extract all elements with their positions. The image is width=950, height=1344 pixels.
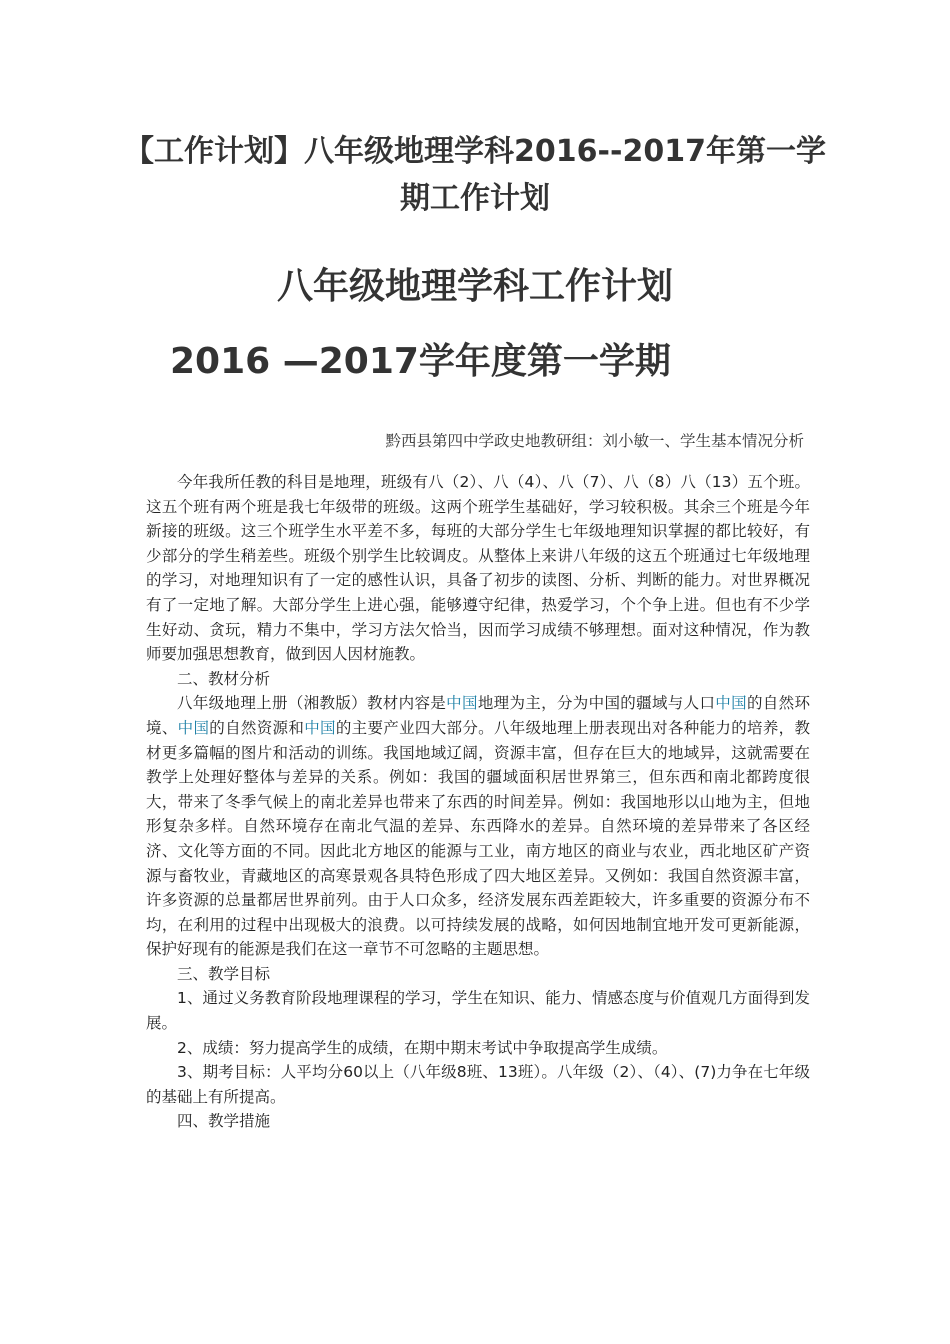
plan-sub-title: 2016 —2017学年度第一学期: [170, 341, 671, 382]
students-analysis-paragraph: 今年我所任教的科目是地理，班级有八（2）、八（4）、八（7）、八（8）八（13）五个班。这五个班有两个班是我七年级带的班级。这两个班学生基础好，学习较积极。其余三个班是今年新接的班级。这三个班学生水平差不多，每班的大部分学生七年级地理知识掌握的都比较好，有少部分的学生稍差些。班级个别学生比较调皮。从整体上来讲八年级的这五个班通过七年级地理的学习，对地理知识有了一定的感性认识，具备了初步的读图、分析、判断的能力。对世界概况有了一定地了解。大部分学生上进心强，能够遵守纪律，热爱学习，个个争上进。但也有不少学生好动、贪玩，精力不集中，学习方法欠恰当，因而学习成绩不够理想。面对这种情况，作为教师要加强思想教育，做到因人因材施教。: [146, 473, 810, 664]
china-link[interactable]: 中国: [715, 694, 747, 713]
materials-text-5: 的主要产业四大部分。八年级地理上册表现出对各种能力的培养，教材更多篇幅的图片和活动的训练。我国地域辽阔，资源丰富，但存在巨大的地域异，这就需要在教学上处理好整体与差异的关系。例如：我国的疆域面积居世界第三，但东西和南北都跨度很大，带来了冬季气候上的南北差异也带来了东西的时间差异。例如：我国地形以山地为主，但地形复杂多样。自然环境存在南北气温的差异、东西降水的差异。自然环境的差异带来了各区经济、文化等方面的不同。因此北方地区的能源与工业，南方地区的商业与农业，西北地区矿产资源与畜牧业，青藏地区的高寒景观各具特色形成了四大地区差异。又例如：我国自然资源丰富，许多资源的总量都居世界前列。由于人口众多，经济发展东西差距较大，许多重要的资源分布不均，在利用的过程中出现极大的浪费。以可持续发展的战略，如何因地制宜地开发可更新能源，保护好现有的能源是我们在这一章节不可忽略的主题思想。: [146, 718, 810, 959]
china-link[interactable]: 中国: [304, 718, 336, 737]
goal-item-1: 1、通过义务教育阶段地理课程的学习，学生在知识、能力、情感态度与价值观几方面得到发展。: [146, 989, 810, 1033]
plan-main-title: 八年级地理学科工作计划: [276, 266, 673, 307]
document-title: 【工作计划】八年级地理学科2016--2017年第一学期工作计划: [124, 134, 826, 216]
materials-text-2: 地理为主，分为中国的疆域与人口: [477, 694, 716, 713]
materials-text-3: 的自然环境、: [146, 694, 810, 737]
materials-text-1: 八年级地理上册（湘教版）教材内容是: [177, 694, 447, 713]
measures-heading: 四、教学措施: [177, 1112, 271, 1131]
materials-paragraph: [146, 691, 810, 962]
materials-text-4: 的自然资源和: [209, 718, 305, 737]
materials-heading: 二、教材分析: [177, 669, 271, 688]
goal-item-3: 3、期考目标：人平均分60以上（八年级8班、13班）。八年级（2）、（4）、(7)力争在七年级的基础上有所提高。: [146, 1063, 810, 1106]
goals-heading: 三、教学目标: [177, 964, 271, 983]
china-link[interactable]: 中国: [446, 694, 478, 713]
document-body: [146, 470, 810, 1134]
goal-item-2: 2、成绩：努力提高学生的成绩，在期中期末考试中争取提高学生成绩。: [177, 1038, 668, 1057]
author-line: 黔西县第四中学政史地教研组：刘小敏一、学生基本情况分析: [385, 432, 804, 450]
china-link[interactable]: 中国: [177, 718, 210, 737]
